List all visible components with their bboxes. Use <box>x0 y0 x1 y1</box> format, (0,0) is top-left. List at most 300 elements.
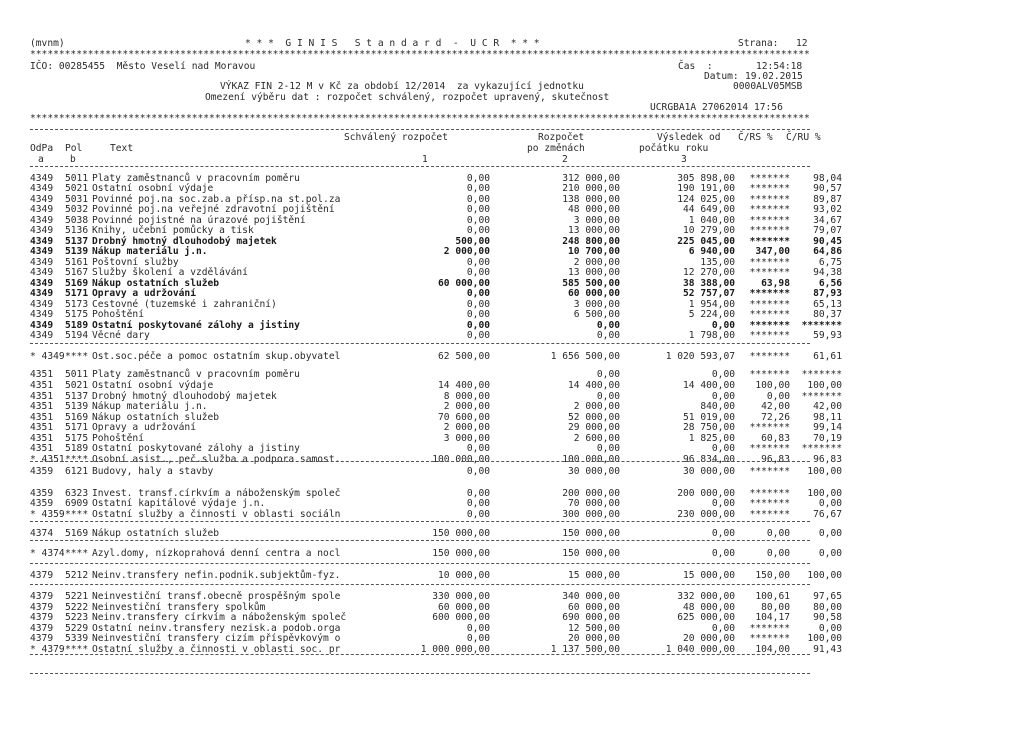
cell-ru: ******* <box>801 320 842 331</box>
cell-ru: 89,87 <box>813 194 842 205</box>
cell-upr: 1 137 500,00 <box>550 644 620 655</box>
cell-text: Neinv.transfery církvím a náboženským společ <box>92 612 347 623</box>
cell-text: Platy zaměstnanců v pracovním poměru <box>92 369 300 380</box>
cell-pol: 5031 <box>65 194 89 205</box>
cell-vys: 28 750,00 <box>683 422 735 433</box>
cell-pol: 5222 <box>65 602 89 613</box>
cell-ru: 79,07 <box>813 225 842 236</box>
cell-ru: 0,00 <box>818 623 842 634</box>
cell-odpa: 4349 <box>30 194 54 205</box>
cell-sch: 150 000,00 <box>432 548 490 559</box>
cell-pol: 5339 <box>65 633 89 644</box>
cell-sch: 0,00 <box>466 623 490 634</box>
cell-sch: 0,00 <box>466 633 490 644</box>
cell-pol: 5021 <box>65 380 89 391</box>
cell-sch: 2 000,00 <box>443 401 490 412</box>
col-result-num: 3 <box>681 154 687 165</box>
cell-pol: 5137 <box>65 391 89 402</box>
column-header-2 <box>30 144 810 155</box>
cell-vys: 0,00 <box>711 548 735 559</box>
cell-sch: 8 000,00 <box>443 391 490 402</box>
cell-rs: ******* <box>749 173 790 184</box>
cell-rs: 100,61 <box>755 591 790 602</box>
cell-ru: 59,93 <box>813 330 842 341</box>
cell-text: Povinné poj.na veřejné zdravotní pojištění <box>92 204 335 215</box>
cell-text: Nákup ostatních služeb <box>92 278 220 289</box>
cell-ru: 34,67 <box>813 215 842 226</box>
cell-pol: 5212 <box>65 570 89 581</box>
cell-pol: 5139 <box>65 246 89 257</box>
cell-pol: 5175 <box>65 309 89 320</box>
cell-vys: 190 191,00 <box>677 183 735 194</box>
cell-odpa: * 4374 <box>30 548 65 559</box>
cell-vys: 0,00 <box>711 443 735 454</box>
cell-odpa: 4349 <box>30 257 54 268</box>
cell-text: Pohoštění <box>92 433 144 444</box>
cell-vys: 124 025,00 <box>677 194 735 205</box>
cell-ru: 100,00 <box>807 570 842 581</box>
cell-odpa: 4349 <box>30 299 54 310</box>
cell-sch: 2 000,00 <box>443 246 490 257</box>
cell-pol: 5223 <box>65 612 89 623</box>
page-label: Strana: <box>738 38 779 49</box>
cell-vys: 200 000,00 <box>677 488 735 499</box>
header-line-1 <box>30 39 810 50</box>
cell-vys: 51 019,00 <box>683 412 735 423</box>
cell-rs: ******* <box>749 422 790 433</box>
cell-pol: 5139 <box>65 401 89 412</box>
cell-sch: 0,00 <box>466 309 490 320</box>
cell-odpa: 4349 <box>30 278 54 289</box>
cell-pol: **** <box>65 509 89 520</box>
col-approved-label: Schválený rozpočet <box>344 132 448 143</box>
cell-text: Služby školení a vzdělávání <box>92 267 248 278</box>
cell-text: Budovy, haly a stavby <box>92 466 214 477</box>
cell-vys: 5 224,00 <box>688 309 735 320</box>
col-result-sub: počátku roku <box>639 143 709 154</box>
cell-odpa: 4349 <box>30 288 54 299</box>
cell-vys: 230 000,00 <box>677 509 735 520</box>
cell-rs: 0,00 <box>766 528 790 539</box>
stars-rule-bottom: *************************************************************************************************************************************** <box>30 114 810 124</box>
section-separator <box>30 563 810 564</box>
cell-vys: 0,00 <box>711 369 735 380</box>
cell-rs: ******* <box>749 330 790 341</box>
section-separator <box>30 654 810 655</box>
col-approved-num: 1 <box>422 154 428 165</box>
cell-upr: 248 800,00 <box>562 236 620 247</box>
cell-ru: 100,00 <box>807 633 842 644</box>
cell-rs: ******* <box>749 509 790 520</box>
cell-pol: 5011 <box>65 369 89 380</box>
cell-odpa: 4351 <box>30 433 54 444</box>
subtotal-row <box>30 351 842 363</box>
cell-ru: 94,38 <box>813 267 842 278</box>
subtotal-row <box>30 548 842 560</box>
cell-odpa: * 4351 <box>30 454 65 465</box>
cell-odpa: 4379 <box>30 570 54 581</box>
cell-vys: 1 020 593,07 <box>665 351 735 362</box>
cell-text: Ostatní poskytované zálohy a jistiny <box>92 320 300 331</box>
cell-upr: 300 000,00 <box>562 509 620 520</box>
cell-upr: 29 000,00 <box>568 422 620 433</box>
cell-upr: 312 000,00 <box>562 173 620 184</box>
cell-rs: ******* <box>749 369 790 380</box>
cell-upr: 52 000,00 <box>568 412 620 423</box>
cell-rs: ******* <box>749 267 790 278</box>
cell-ru: 100,00 <box>807 488 842 499</box>
cell-vys: 1 798,00 <box>688 330 735 341</box>
cell-pol: 5221 <box>65 591 89 602</box>
cell-rs: ******* <box>749 257 790 268</box>
cell-ru: 0,00 <box>818 548 842 559</box>
cell-upr: 13 000,00 <box>568 225 620 236</box>
cell-upr: 0,00 <box>596 443 620 454</box>
cell-text: Drobný hmotný dlouhodobý majetek <box>92 391 277 402</box>
cell-odpa: 4349 <box>30 225 54 236</box>
cell-vys: 840,00 <box>700 401 735 412</box>
cell-rs: ******* <box>749 183 790 194</box>
cell-rs: ******* <box>749 309 790 320</box>
cell-pol: 5229 <box>65 623 89 634</box>
cell-pol: 5038 <box>65 215 89 226</box>
cell-odpa: 4359 <box>30 488 54 499</box>
cell-pol: 5161 <box>65 257 89 268</box>
cell-ru: 6,75 <box>818 257 842 268</box>
cell-vys: 0,00 <box>711 623 735 634</box>
cell-sch: 62 500,00 <box>438 351 490 362</box>
cell-rs: 72,26 <box>761 412 790 423</box>
cell-ru: 100,00 <box>807 466 842 477</box>
col-odpa-label: OdPa <box>30 143 54 154</box>
cell-odpa: 4349 <box>30 204 54 215</box>
cell-rs: ******* <box>749 299 790 310</box>
cell-rs: 60,83 <box>761 433 790 444</box>
cell-sch: 0,00 <box>466 267 490 278</box>
cell-rs: ******* <box>749 633 790 644</box>
cell-upr: 14 400,00 <box>568 380 620 391</box>
cell-pol: **** <box>65 644 89 655</box>
cell-odpa: 4379 <box>30 623 54 634</box>
cell-sch: 500,00 <box>455 236 490 247</box>
cell-pol: 5189 <box>65 320 89 331</box>
cell-vys: 12 270,00 <box>683 267 735 278</box>
cell-ru: 90,45 <box>813 236 842 247</box>
cell-text: Drobný hmotný dlouhodobý majetek <box>92 236 277 247</box>
cell-text: Ostatní kapitálové výdaje j.n. <box>92 498 266 509</box>
cell-text: Azyl.domy, nízkoprahová denní centra a nocl <box>92 548 341 559</box>
cell-rs: 63,98 <box>761 278 790 289</box>
report-code: 0000ALV05MSB <box>733 81 803 92</box>
date-label: Datum: <box>704 71 739 82</box>
system-title: * * * G I N I S S t a n d a r d - U C R * * * <box>245 38 540 49</box>
cell-ru: 80,00 <box>813 602 842 613</box>
column-rule-top <box>30 129 810 130</box>
cell-rs: ******* <box>749 351 790 362</box>
table-row <box>30 330 842 342</box>
cell-ru: 76,67 <box>813 509 842 520</box>
cell-ru: 0,00 <box>818 528 842 539</box>
cell-ru: 93,02 <box>813 204 842 215</box>
cell-rs: ******* <box>749 320 790 331</box>
col-budget-sub: po změnách <box>527 143 585 154</box>
cell-text: Povinné pojistné na úrazové pojištění <box>92 215 306 226</box>
cell-pol: 5011 <box>65 173 89 184</box>
cell-odpa: 4349 <box>30 309 54 320</box>
cell-sch: 10 000,00 <box>438 570 490 581</box>
cell-upr: 150 000,00 <box>562 528 620 539</box>
cell-text: Neinvestiční transfery cizím příspěvkovým o <box>92 633 341 644</box>
cell-text: Ostatní služby a činnosti v oblasti sociáln <box>92 509 341 520</box>
col-pol-label: Pol <box>65 143 83 154</box>
cell-upr: 70 000,00 <box>568 498 620 509</box>
cell-odpa: 4379 <box>30 591 54 602</box>
cell-sch: 150 000,00 <box>432 528 490 539</box>
section-separator <box>30 343 810 344</box>
cell-odpa: 4379 <box>30 612 54 623</box>
col-b-label: b <box>70 154 76 165</box>
cell-sch: 100 000,00 <box>432 454 490 465</box>
cell-rs: 0,00 <box>766 391 790 402</box>
cell-rs: ******* <box>749 236 790 247</box>
cell-odpa: 4379 <box>30 602 54 613</box>
cell-sch: 0,00 <box>466 509 490 520</box>
cell-upr: 210 000,00 <box>562 183 620 194</box>
time-value: 12:54:18 <box>756 61 803 72</box>
cell-upr: 2 000,00 <box>573 401 620 412</box>
cell-text: Osobní asist., peč.služba a podpora samost. <box>92 454 341 465</box>
cell-vys: 30 000,00 <box>683 466 735 477</box>
cell-sch: 0,00 <box>466 330 490 341</box>
cell-vys: 52 757,07 <box>683 288 735 299</box>
cell-vys: 1 040,00 <box>688 215 735 226</box>
cell-vys: 14 400,00 <box>683 380 735 391</box>
cell-sch: 0,00 <box>466 225 490 236</box>
cell-ru: 90,57 <box>813 183 842 194</box>
cell-ru: 0,00 <box>818 498 842 509</box>
cell-vys: 0,00 <box>711 528 735 539</box>
cell-text: Nákup materiálu j.n. <box>92 401 208 412</box>
cell-pol: 5021 <box>65 183 89 194</box>
cell-ru: 70,19 <box>813 433 842 444</box>
cell-pol: 5169 <box>65 412 89 423</box>
cell-sch: 1 000 000,00 <box>420 644 490 655</box>
cell-text: Ostatní osobní výdaje <box>92 380 214 391</box>
cell-rs: 42,00 <box>761 401 790 412</box>
cell-upr: 12 500,00 <box>568 623 620 634</box>
cell-text: Cestovné (tuzemské i zahraniční) <box>92 299 277 310</box>
cell-vys: 1 954,00 <box>688 299 735 310</box>
cell-ru: 100,00 <box>807 380 842 391</box>
cell-upr: 0,00 <box>596 369 620 380</box>
cell-ru: 87,93 <box>813 288 842 299</box>
header-line-6 <box>30 103 810 114</box>
cell-rs: ******* <box>749 204 790 215</box>
cell-sch: 0,00 <box>466 173 490 184</box>
cell-text: Neinvestiční transfery spolkům <box>92 602 266 613</box>
cell-vys: 20 000,00 <box>683 633 735 644</box>
cell-upr: 0,00 <box>596 320 620 331</box>
cell-pol: 6909 <box>65 498 89 509</box>
cell-pol: 5137 <box>65 236 89 247</box>
cell-pol: 6323 <box>65 488 89 499</box>
cell-upr: 6 500,00 <box>573 309 620 320</box>
cell-pol: 5136 <box>65 225 89 236</box>
cell-odpa: 4349 <box>30 246 54 257</box>
cell-odpa: 4349 <box>30 330 54 341</box>
cell-upr: 138 000,00 <box>562 194 620 205</box>
cell-vys: 1 825,00 <box>688 433 735 444</box>
cell-ru: 98,04 <box>813 173 842 184</box>
col-result-label: Výsledek od <box>657 132 721 143</box>
cell-upr: 1 656 500,00 <box>550 351 620 362</box>
cell-vys: 332 000,00 <box>677 591 735 602</box>
cell-text: Nákup ostatních služeb <box>92 528 220 539</box>
cell-rs: ******* <box>749 623 790 634</box>
cell-rs: 96,83 <box>761 454 790 465</box>
cell-ru: ******* <box>801 369 842 380</box>
cell-odpa: * 4379 <box>30 644 65 655</box>
cell-odpa: 4351 <box>30 443 54 454</box>
cell-text: Povinné poj.na soc.zab.a přísp.na st.pol.za <box>92 194 341 205</box>
cell-vys: 305 898,00 <box>677 173 735 184</box>
cell-rs: ******* <box>749 466 790 477</box>
cell-rs: ******* <box>749 225 790 236</box>
cell-vys: 44 649,00 <box>683 204 735 215</box>
cell-pol: 5032 <box>65 204 89 215</box>
page-number: 12 <box>796 38 808 49</box>
cell-rs: 0,00 <box>766 548 790 559</box>
cell-pol: 5171 <box>65 288 89 299</box>
section-separator <box>30 521 810 522</box>
cell-vys: 15 000,00 <box>683 570 735 581</box>
cell-upr: 585 500,00 <box>562 278 620 289</box>
cell-ru: 96,83 <box>813 454 842 465</box>
table-row <box>30 570 842 582</box>
cell-sch: 0,00 <box>466 498 490 509</box>
cell-upr: 3 000,00 <box>573 215 620 226</box>
cell-ru: 65,13 <box>813 299 842 310</box>
cell-sch: 0,00 <box>466 257 490 268</box>
cell-pol: 5194 <box>65 330 89 341</box>
cell-sch: 70 600,00 <box>438 412 490 423</box>
column-header-3 <box>30 155 810 166</box>
cell-text: Opravy a udržování <box>92 288 196 299</box>
cell-rs: 104,17 <box>755 612 790 623</box>
cell-sch: 0,00 <box>466 215 490 226</box>
cell-text: Poštovní služby <box>92 257 179 268</box>
cell-upr: 13 000,00 <box>568 267 620 278</box>
time-label: Čas : <box>678 61 713 72</box>
section-separator <box>30 584 810 585</box>
cell-odpa: 4374 <box>30 528 54 539</box>
cell-ru: 64,86 <box>813 246 842 257</box>
cell-pol: **** <box>65 454 89 465</box>
cell-odpa: 4349 <box>30 173 54 184</box>
cell-ru: 80,37 <box>813 309 842 320</box>
cell-rs: ******* <box>749 488 790 499</box>
cell-upr: 100 000,00 <box>562 454 620 465</box>
col-text-label: Text <box>110 143 134 154</box>
selection-restriction: Omezení výběru dat : rozpočet schválený, rozpočet upravený, skutečnost <box>205 92 610 103</box>
cell-vys: 0,00 <box>711 498 735 509</box>
col-budget-label: Rozpočet <box>538 132 585 143</box>
cell-odpa: 4349 <box>30 236 54 247</box>
cell-vys: 10 279,00 <box>683 225 735 236</box>
cell-rs: 80,00 <box>761 602 790 613</box>
cell-ru: 61,61 <box>813 351 842 362</box>
cell-text: Platy zaměstnanců v pracovním poměru <box>92 173 300 184</box>
cell-sch: 0,00 <box>466 194 490 205</box>
cell-sch: 0,00 <box>466 288 490 299</box>
cell-ru: ******* <box>801 443 842 454</box>
cell-upr: 150 000,00 <box>562 548 620 559</box>
cell-ru: 99,14 <box>813 422 842 433</box>
cell-vys: 1 040 000,00 <box>665 644 735 655</box>
cell-ru: 90,58 <box>813 612 842 623</box>
cell-ru: ******* <box>801 391 842 402</box>
cell-rs: ******* <box>749 443 790 454</box>
cell-sch: 330 000,00 <box>432 591 490 602</box>
cell-sch: 600 000,00 <box>432 612 490 623</box>
cell-rs: 150,00 <box>755 570 790 581</box>
cell-sch: 0,00 <box>466 488 490 499</box>
cell-vys: 225 045,00 <box>677 236 735 247</box>
cell-rs: 347,00 <box>755 246 790 257</box>
section-separator <box>30 540 810 541</box>
cell-rs: 104,00 <box>755 644 790 655</box>
cell-ru: 6,56 <box>818 278 842 289</box>
cell-odpa: 4351 <box>30 412 54 423</box>
cell-upr: 340 000,00 <box>562 591 620 602</box>
cell-sch: 60 000,00 <box>438 602 490 613</box>
cell-vys: 135,00 <box>700 257 735 268</box>
cell-text: Ostatní služby a činnosti v oblasti soc. pr <box>92 644 341 655</box>
cell-pol: **** <box>65 351 89 362</box>
cell-vys: 625 000,00 <box>677 612 735 623</box>
cell-sch: 0,00 <box>466 204 490 215</box>
cell-text: Opravy a udržování <box>92 422 196 433</box>
cell-upr: 30 000,00 <box>568 466 620 477</box>
cell-upr: 2 600,00 <box>573 433 620 444</box>
cell-text: Ostatní poskytované zálohy a jistiny <box>92 443 300 454</box>
cell-pol: 5189 <box>65 443 89 454</box>
cell-pol: 5169 <box>65 278 89 289</box>
col-a-label: a <box>38 154 44 165</box>
cell-upr: 0,00 <box>596 391 620 402</box>
cell-rs: ******* <box>749 215 790 226</box>
section-separator <box>30 673 810 674</box>
cell-sch: 14 400,00 <box>438 380 490 391</box>
cell-sch: 0,00 <box>466 443 490 454</box>
cell-odpa: 4349 <box>30 320 54 331</box>
print-stamp: UCRGBA1A 27062014 17:56 <box>650 102 783 113</box>
cell-vys: 48 000,00 <box>683 602 735 613</box>
col-ru-label: Č/RU % <box>786 132 821 143</box>
cell-vys: 6 940,00 <box>688 246 735 257</box>
cell-odpa: 4351 <box>30 391 54 402</box>
table-row <box>30 528 842 540</box>
cell-sch: 60 000,00 <box>438 278 490 289</box>
user-code: (mvnm) <box>30 38 65 49</box>
cell-text: Ost.soc.péče a pomoc ostatním skup.obyvatel <box>92 351 341 362</box>
cell-text: Invest. transf.církvím a náboženským společ <box>92 488 341 499</box>
cell-upr: 3 000,00 <box>573 299 620 310</box>
cell-odpa: 4351 <box>30 380 54 391</box>
cell-pol: **** <box>65 548 89 559</box>
cell-text: Neinvestiční transf.obecně prospěšným spole <box>92 591 341 602</box>
cell-text: Ostatní osobní výdaje <box>92 183 214 194</box>
